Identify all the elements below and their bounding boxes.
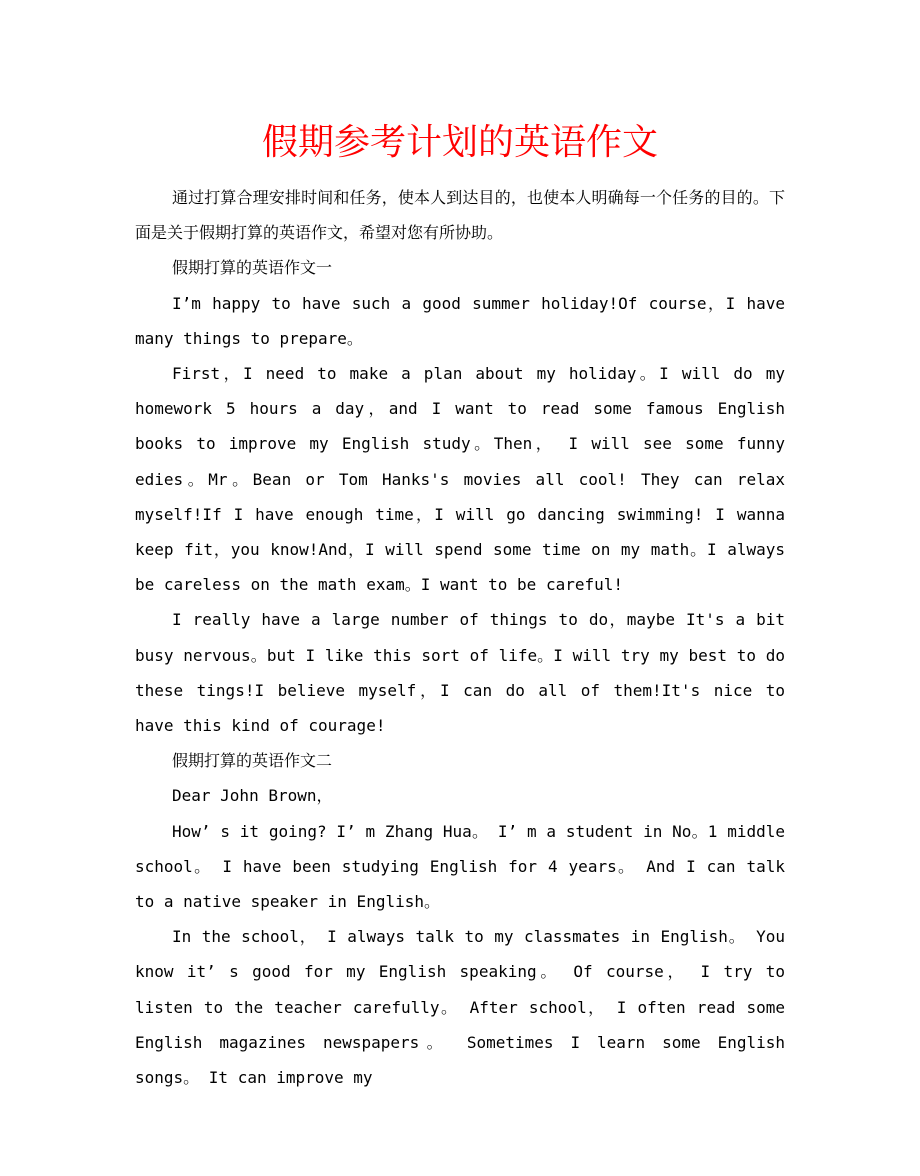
letter-salutation: Dear John Brown， [172,786,333,806]
essay-two-paragraph: In the school， I always talk to my classmates in English。 You know it’ s good for my English speaking。 Of course， I try to listen to the teacher carefully。 After school， I often read some English magazines newspapers。 Sometimes I learn some English songs。 It can improve my [135,927,785,1088]
essay-one-paragraph: I really have a large number of things to do，maybe It's a bit busy nervous。but I like this sort of life。I will try my best to do these tings!I believe myself，I can do all of them!It's nice to have this kind of courage! [135,610,785,736]
document-title: 假期参考计划的英语作文 [261,122,658,163]
section-heading-two: 假期打算的英语作文二 [172,751,333,771]
essay-two-paragraph: How’ s it going? I’ m Zhang Hua。 I’ m a student in No。1 middle school。 I have been studying English for 4 years。 And I can talk to a native speaker in English。 [135,821,786,912]
essay-one-paragraph: First，I need to make a plan about my holiday。I will do my homework 5 hours a day，and I want to read some famous English books to improve my English study。Then， I will see some funny edies。Mr。Bean or Tom Hanks's movies all cool! They can relax myself!If I have enough time，I will go dancing swimming! I wanna keep fit，you know!And，I will spend some time on my math。I always be careless on the math exam。I want to be careful! [135,364,785,595]
essay-one-paragraph: I’m happy to have such a good summer holiday!Of course，I have many things to prepare。 [135,293,785,348]
section-heading-one: 假期打算的英语作文一 [172,258,333,278]
intro-paragraph: 通过打算合理安排时间和任务，使本人到达目的，也使本人明确每一个任务的目的。下面是关于假期打算的英语作文，希望对您有所协助。 [135,188,785,243]
document-body [135,180,785,1095]
